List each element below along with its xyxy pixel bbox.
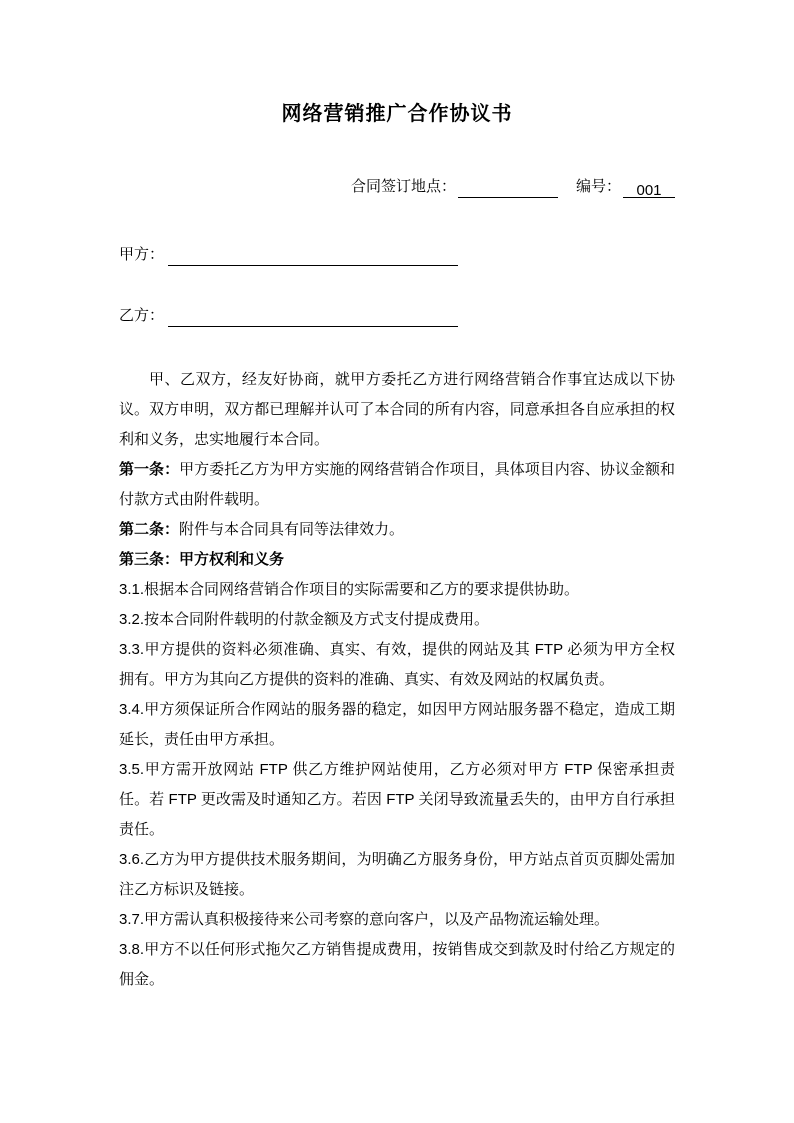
party-a-label: 甲方： <box>119 246 165 263</box>
item-3-6 <box>119 845 675 905</box>
sign-location-label: 合同签订地点： <box>350 178 456 195</box>
party-a-row <box>119 244 675 266</box>
sign-location-blank <box>458 180 558 198</box>
clause-1-text: 甲方委托乙方为甲方实施的网络营销合作项目，具体项目内容、协议金额和付款方式由附件载明。 <box>119 461 675 508</box>
item-3-1-text: 3.1.根据本合同网络营销合作项目的实际需要和乙方的要求提供协助。 <box>119 581 580 598</box>
item-3-7-text: 3.7.甲方需认真积极接待来公司考察的意向客户，以及产品物流运输处理。 <box>119 911 610 928</box>
clause-2-text: 附件与本合同具有同等法律效力。 <box>179 521 405 538</box>
item-3-8 <box>119 935 675 995</box>
document-title: 网络营销推广合作协议书 <box>281 103 513 125</box>
contract-number-label: 编号： <box>575 178 621 195</box>
clause-1 <box>119 455 675 515</box>
item-3-5 <box>119 755 675 845</box>
item-3-3-text: 3.3.甲方提供的资料必须准确、真实、有效，提供的网站及其 FTP 必须为甲方全权拥有。甲方为其向乙方提供的资料的准确、真实、有效及网站的权属负责。 <box>119 641 675 688</box>
item-3-6-text: 3.6.乙方为甲方提供技术服务期间，为明确乙方服务身份，甲方站点首页页脚处需加注乙方标识及链接。 <box>119 851 675 898</box>
item-3-2 <box>119 605 675 635</box>
item-3-3 <box>119 635 675 695</box>
intro-paragraph <box>119 365 675 455</box>
clause-1-label: 第一条： <box>119 461 180 478</box>
clause-3-heading <box>119 545 675 575</box>
party-b-row <box>119 305 675 327</box>
item-3-4 <box>119 695 675 755</box>
clause-2-label: 第二条： <box>119 521 180 538</box>
party-a-blank <box>168 248 458 266</box>
item-3-4-text: 3.4.甲方须保证所合作网站的服务器的稳定，如因甲方网站服务器不稳定，造成工期延长，责任由甲方承担。 <box>119 701 675 748</box>
party-b-blank <box>168 309 458 327</box>
item-3-8-text: 3.8.甲方不以任何形式拖欠乙方销售提成费用，按销售成交到款及时付给乙方规定的佣金。 <box>119 941 675 988</box>
intro-text: 甲、乙双方，经友好协商，就甲方委托乙方进行网络营销合作事宜达成以下协议。双方申明，双方都已理解并认可了本合同的所有内容，同意承担各自应承担的权利和义务，忠实地履行本合同。 <box>119 371 675 448</box>
clause-2 <box>119 515 675 545</box>
clause-3-label: 第三条：甲方权利和义务 <box>119 551 285 568</box>
meta-row <box>119 176 675 198</box>
contract-number-value: 001 <box>623 180 675 198</box>
item-3-7 <box>119 905 675 935</box>
item-3-1 <box>119 575 675 605</box>
item-3-2-text: 3.2.按本合同附件载明的付款金额及方式支付提成费用。 <box>119 611 490 628</box>
party-b-label: 乙方： <box>119 307 165 324</box>
contract-body <box>119 365 675 995</box>
item-3-5-text: 3.5.甲方需开放网站 FTP 供乙方维护网站使用，乙方必须对甲方 FTP 保密承担责任。若 FTP 更改需及时通知乙方。若因 FTP 关闭导致流量丢失的，由甲方自行承担责任。 <box>119 761 675 838</box>
